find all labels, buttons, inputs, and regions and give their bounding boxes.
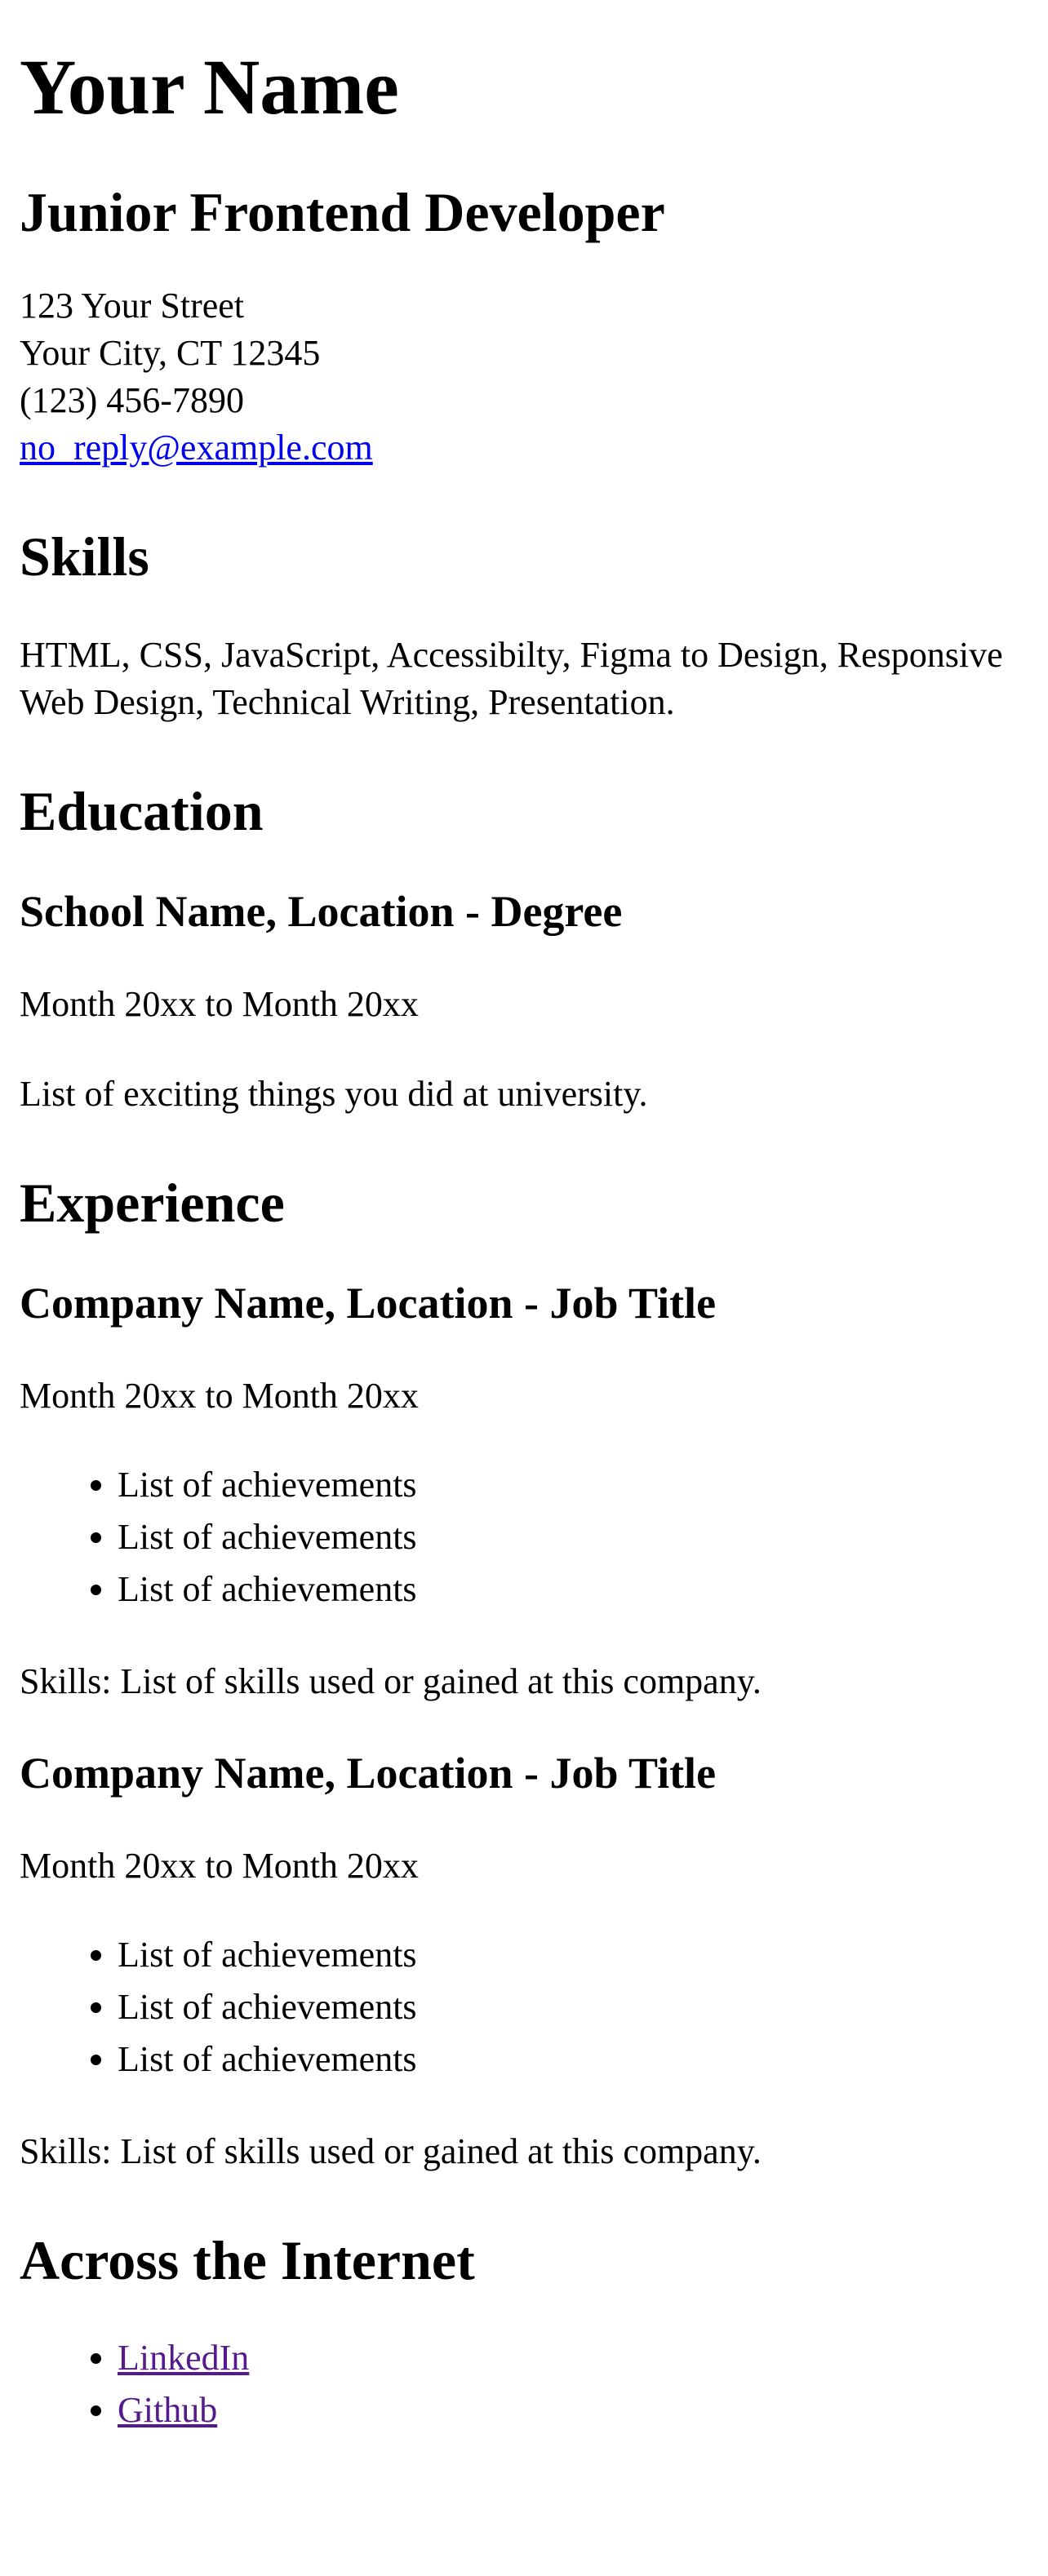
github-link[interactable]: Github xyxy=(118,2390,218,2430)
list-item: • List of achievements xyxy=(118,1511,1028,1563)
job-2-dates: Month 20xx to Month 20xx xyxy=(20,1846,419,1886)
address-line1: 123 Your Street xyxy=(20,286,245,326)
job-title: Junior Frontend Developer xyxy=(20,181,665,243)
job-1-dates: Month 20xx to Month 20xx xyxy=(20,1376,419,1416)
list-item xyxy=(118,2384,1028,2436)
contact-info xyxy=(20,282,1028,472)
skills-text: HTML, CSS, JavaScript, Accessibilty, Figma to Design, Responsive Web Design, Technical Writing, Presentation. xyxy=(20,635,1003,722)
job-2-achievements xyxy=(20,1929,1028,2086)
skills-heading: Skills xyxy=(20,525,149,587)
list-item: • List of achievements xyxy=(118,1563,1028,1616)
internet-heading: Across the Internet xyxy=(20,2229,475,2291)
education-dates: Month 20xx to Month 20xx xyxy=(20,984,419,1024)
school-title: School Name, Location - Degree xyxy=(20,887,623,936)
experience-heading: Experience xyxy=(20,1172,285,1234)
job-2-title: Company Name, Location - Job Title xyxy=(20,1749,717,1798)
resume-name: Your Name xyxy=(20,43,399,131)
internet-links xyxy=(20,2332,1028,2436)
list-item: • List of achievements xyxy=(118,1929,1028,1981)
job-1-skills: Skills: List of skills used or gained at this company. xyxy=(20,1661,762,1701)
email-link[interactable]: no_reply@example.com xyxy=(20,428,373,468)
job-1-achievements xyxy=(20,1459,1028,1616)
email-line xyxy=(20,424,1028,472)
list-item: • List of achievements xyxy=(118,1459,1028,1511)
job-2-skills: Skills: List of skills used or gained at this company. xyxy=(20,2131,762,2171)
education-description: List of exciting things you did at university. xyxy=(20,1074,648,1114)
list-item: • List of achievements xyxy=(118,2033,1028,2086)
resume-page xyxy=(0,42,1048,2436)
list-item xyxy=(118,2332,1028,2384)
education-heading: Education xyxy=(20,780,264,842)
address-line2: Your City, CT 12345 xyxy=(20,333,321,373)
job-1-title: Company Name, Location - Job Title xyxy=(20,1279,717,1328)
linkedin-link[interactable]: LinkedIn xyxy=(118,2338,250,2378)
phone-number: (123) 456-7890 xyxy=(20,380,244,420)
list-item: • List of achievements xyxy=(118,1981,1028,2033)
